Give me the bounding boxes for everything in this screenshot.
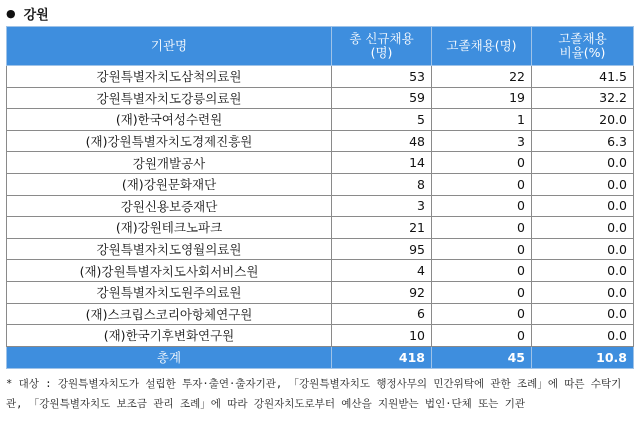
cell-total-hires: 5: [332, 109, 432, 131]
table-row: [7, 66, 634, 88]
cell-hs-hires: 0: [432, 260, 532, 282]
header-institution: 기관명: [7, 27, 332, 66]
cell-hs-ratio: 0.0: [532, 325, 634, 347]
cell-institution: (재)강원특별자치도사회서비스원: [7, 260, 332, 282]
cell-institution: 강원특별자치도삼척의료원: [7, 66, 332, 88]
header-hs-hires: 고졸채용(명): [432, 27, 532, 66]
table-row: [7, 195, 634, 217]
cell-hs-ratio: 32.2: [532, 87, 634, 109]
cell-total-hires: 14: [332, 152, 432, 174]
cell-hs-ratio: 20.0: [532, 109, 634, 131]
cell-hs-hires: 0: [432, 173, 532, 195]
cell-total-hires: 48: [332, 130, 432, 152]
table-row: [7, 217, 634, 239]
hiring-table: [6, 26, 634, 369]
cell-institution: 강원신용보증재단: [7, 195, 332, 217]
cell-hs-ratio: 0.0: [532, 152, 634, 174]
cell-total-hires: 92: [332, 281, 432, 303]
footnote: * 대상 : 강원특별자치도가 설립한 투자·출연·출자기관, 「강원특별자치도 행정사무의 민간위탁에 관한 조례」에 따른 수탁기관, 「강원특별자치도 보조금 관리 조례」에 따라 강원자치도로부터 예산을 지원받는 법인·단체 또는 기관: [6, 378, 622, 410]
header-total-hires: 총 신규채용 (명): [332, 27, 432, 66]
cell-hs-hires: 3: [432, 130, 532, 152]
bullet-icon: ●: [6, 6, 16, 20]
cell-total-hires: 8: [332, 173, 432, 195]
table-header-row: [7, 27, 634, 66]
cell-hs-hires: 0: [432, 281, 532, 303]
header-hs-ratio: 고졸채용 비율(%): [532, 27, 634, 66]
cell-hs-ratio: 0.0: [532, 238, 634, 260]
cell-hs-ratio: 0.0: [532, 281, 634, 303]
cell-hs-ratio: 0.0: [532, 195, 634, 217]
cell-total-hires: 53: [332, 66, 432, 88]
cell-institution: (재)한국기후변화연구원: [7, 325, 332, 347]
cell-hs-ratio: 0.0: [532, 303, 634, 325]
cell-hs-hires: 0: [432, 238, 532, 260]
cell-hs-hires: 19: [432, 87, 532, 109]
section-title: [6, 4, 49, 22]
table-row: [7, 303, 634, 325]
table-row: [7, 87, 634, 109]
cell-institution: (재)강원테크노파크: [7, 217, 332, 239]
cell-institution: 강원개발공사: [7, 152, 332, 174]
total-hs-ratio: 10.8: [532, 346, 634, 368]
cell-total-hires: 3: [332, 195, 432, 217]
cell-total-hires: 21: [332, 217, 432, 239]
cell-hs-hires: 22: [432, 66, 532, 88]
cell-institution: 강원특별자치도강릉의료원: [7, 87, 332, 109]
cell-hs-ratio: 41.5: [532, 66, 634, 88]
cell-hs-hires: 0: [432, 195, 532, 217]
cell-hs-ratio: 0.0: [532, 260, 634, 282]
table-row: [7, 173, 634, 195]
table-row: [7, 109, 634, 131]
cell-hs-ratio: 0.0: [532, 217, 634, 239]
cell-total-hires: 10: [332, 325, 432, 347]
table-row: [7, 238, 634, 260]
cell-total-hires: 4: [332, 260, 432, 282]
cell-hs-hires: 0: [432, 325, 532, 347]
cell-total-hires: 95: [332, 238, 432, 260]
cell-hs-hires: 0: [432, 303, 532, 325]
cell-total-hires: 59: [332, 87, 432, 109]
section-title-text: 강원: [23, 7, 49, 23]
cell-hs-hires: 0: [432, 217, 532, 239]
cell-institution: 강원특별자치도원주의료원: [7, 281, 332, 303]
table-row: [7, 130, 634, 152]
cell-institution: (재)강원문화재단: [7, 173, 332, 195]
cell-hs-ratio: 6.3: [532, 130, 634, 152]
cell-hs-hires: 0: [432, 152, 532, 174]
cell-hs-ratio: 0.0: [532, 173, 634, 195]
table-row: [7, 152, 634, 174]
cell-institution: (재)한국여성수련원: [7, 109, 332, 131]
cell-institution: (재)강원특별자치도경제진흥원: [7, 130, 332, 152]
cell-institution: 강원특별자치도영월의료원: [7, 238, 332, 260]
cell-institution: (재)스크립스코리아항체연구원: [7, 303, 332, 325]
table-row: [7, 325, 634, 347]
total-label: 총계: [7, 346, 332, 368]
total-hs-hires: 45: [432, 346, 532, 368]
total-row: [7, 346, 634, 368]
cell-hs-hires: 1: [432, 109, 532, 131]
table-row: [7, 281, 634, 303]
table-row: [7, 260, 634, 282]
cell-total-hires: 6: [332, 303, 432, 325]
total-hires: 418: [332, 346, 432, 368]
